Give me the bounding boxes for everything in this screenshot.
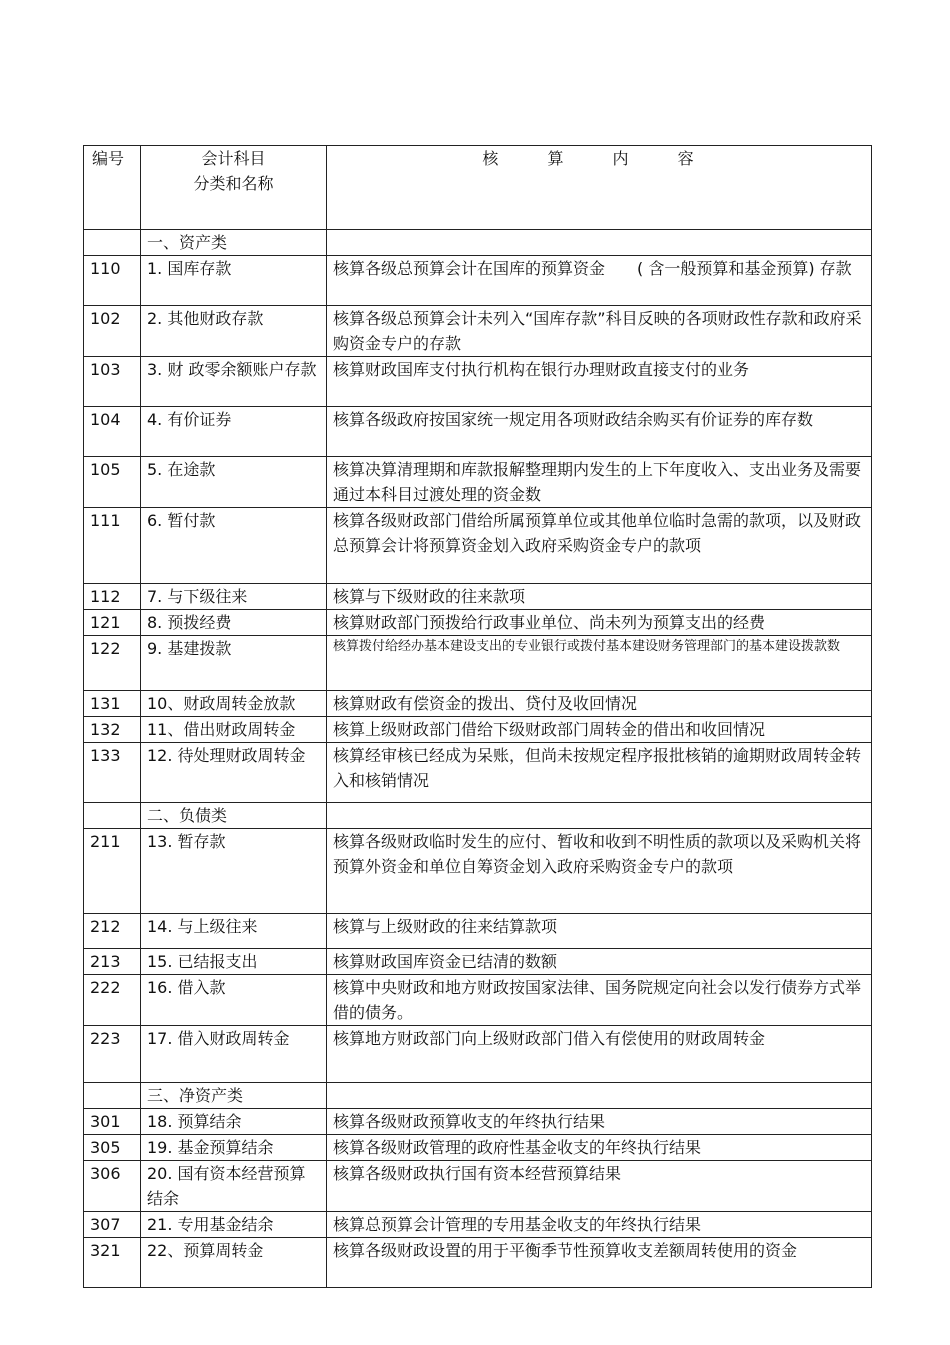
table-row (84, 508, 872, 584)
row-content: 核算决算清理期和库款报解整理期内发生的上下年度收入、支出业务及需要通过本科目过渡处理的资金数 (327, 457, 872, 508)
row-code: 110 (84, 256, 141, 306)
row-subject-name: 13. 暂存款 (141, 829, 327, 914)
table-row (84, 636, 872, 691)
row-content: 核算拨付给经办基本建设支出的专业银行或拨付基本建设财务管理部门的基本建设拨款数 (327, 636, 872, 691)
row-code (84, 1083, 141, 1109)
row-code: 222 (84, 975, 141, 1026)
row-subject-name: 18. 预算结余 (141, 1109, 327, 1135)
table-row (84, 1212, 872, 1238)
row-subject-name: 1. 国库存款 (141, 256, 327, 306)
row-code (84, 230, 141, 256)
accounting-subjects-table (83, 145, 872, 1288)
row-code: 301 (84, 1109, 141, 1135)
row-code: 111 (84, 508, 141, 584)
row-code (84, 803, 141, 829)
row-content: 核算财政国库支付执行机构在银行办理财政直接支付的业务 (327, 357, 872, 407)
row-content: 核算财政国库资金已结清的数额 (327, 949, 872, 975)
row-content: 核算各级财政管理的政府性基金收支的年终执行结果 (327, 1135, 872, 1161)
row-subject-name: 9. 基建拨款 (141, 636, 327, 691)
row-content (327, 1083, 872, 1109)
row-code: 307 (84, 1212, 141, 1238)
row-subject-name: 15. 已结报支出 (141, 949, 327, 975)
table-row (84, 914, 872, 949)
table-row (84, 691, 872, 717)
row-subject-name: 10、财政周转金放款 (141, 691, 327, 717)
row-subject-name: 2. 其他财政存款 (141, 306, 327, 357)
table-row (84, 1161, 872, 1212)
table-row (84, 743, 872, 803)
row-code: 223 (84, 1026, 141, 1083)
row-content: 核算地方财政部门向上级财政部门借入有偿使用的财政周转金 (327, 1026, 872, 1083)
row-subject-name: 16. 借入款 (141, 975, 327, 1026)
row-content: 核算财政部门预拨给行政事业单位、尚未列为预算支出的经费 (327, 610, 872, 636)
table-header-row (84, 146, 872, 230)
row-content (327, 803, 872, 829)
table-row (84, 1135, 872, 1161)
row-subject-name: 4. 有价证券 (141, 407, 327, 457)
row-code: 133 (84, 743, 141, 803)
row-subject-name: 8. 预拨经费 (141, 610, 327, 636)
table-row (84, 407, 872, 457)
row-code: 102 (84, 306, 141, 357)
table-row (84, 1026, 872, 1083)
row-subject-name: 三、净资产类 (141, 1083, 327, 1109)
category-row (84, 1083, 872, 1109)
row-code: 112 (84, 584, 141, 610)
row-content: 核算各级财政设置的用于平衡季节性预算收支差额周转使用的资金 (327, 1238, 872, 1288)
row-content: 核算经审核已经成为呆账，但尚未按规定程序报批核销的逾期财政周转金转入和核销情况 (327, 743, 872, 803)
row-subject-name: 3. 财 政零余额账户存款 (141, 357, 327, 407)
row-code: 121 (84, 610, 141, 636)
row-content: 核算各级总预算会计未列入“国库存款”科目反映的各项财政性存款和政府采购资金专户的存款 (327, 306, 872, 357)
row-subject-name: 12. 待处理财政周转金 (141, 743, 327, 803)
row-subject-name: 11、借出财政周转金 (141, 717, 327, 743)
category-row (84, 803, 872, 829)
row-code: 212 (84, 914, 141, 949)
row-content: 核算与下级财政的往来款项 (327, 584, 872, 610)
row-subject-name: 5. 在途款 (141, 457, 327, 508)
row-code: 105 (84, 457, 141, 508)
row-content: 核算各级财政部门借给所属预算单位或其他单位临时急需的款项，以及财政总预算会计将预算资金划入政府采购资金专户的款项 (327, 508, 872, 584)
row-content: 核算各级总预算会计在国库的预算资金 ( 含一般预算和基金预算) 存款 (327, 256, 872, 306)
table-row (84, 457, 872, 508)
row-subject-name: 17. 借入财政周转金 (141, 1026, 327, 1083)
row-subject-name: 一、资产类 (141, 230, 327, 256)
row-subject-name: 22、预算周转金 (141, 1238, 327, 1288)
table-row (84, 584, 872, 610)
table-row (84, 610, 872, 636)
table-row (84, 306, 872, 357)
row-subject-name: 21. 专用基金结余 (141, 1212, 327, 1238)
row-code: 132 (84, 717, 141, 743)
row-code: 211 (84, 829, 141, 914)
header-code: 编号 (84, 146, 141, 230)
row-content: 核算财政有偿资金的拨出、贷付及收回情况 (327, 691, 872, 717)
row-content: 核算各级财政临时发生的应付、暂收和收到不明性质的款项以及采购机关将预算外资金和单位自筹资金划入政府采购资金专户的款项 (327, 829, 872, 914)
row-content: 核算上级财政部门借给下级财政部门周转金的借出和收回情况 (327, 717, 872, 743)
row-content: 核算中央财政和地方财政按国家法律、国务院规定向社会以发行债券方式举借的债务。 (327, 975, 872, 1026)
row-content: 核算各级政府按国家统一规定用各项财政结余购买有价证券的库存数 (327, 407, 872, 457)
row-subject-name: 14. 与上级往来 (141, 914, 327, 949)
row-content: 核算总预算会计管理的专用基金收支的年终执行结果 (327, 1212, 872, 1238)
row-content (327, 230, 872, 256)
row-subject-name: 20. 国有资本经营预算结余 (141, 1161, 327, 1212)
category-row (84, 230, 872, 256)
table-row (84, 1238, 872, 1288)
header-content: 核 算 内 容 (327, 146, 872, 230)
row-subject-name: 19. 基金预算结余 (141, 1135, 327, 1161)
table-row (84, 975, 872, 1026)
row-code: 104 (84, 407, 141, 457)
row-code: 122 (84, 636, 141, 691)
row-code: 321 (84, 1238, 141, 1288)
table-row (84, 717, 872, 743)
row-code: 306 (84, 1161, 141, 1212)
row-subject-name: 6. 暂付款 (141, 508, 327, 584)
table-row (84, 357, 872, 407)
row-code: 213 (84, 949, 141, 975)
table-row (84, 1109, 872, 1135)
header-subject: 会计科目 分类和名称 (141, 146, 327, 230)
row-code: 131 (84, 691, 141, 717)
table-row (84, 949, 872, 975)
row-subject-name: 7. 与下级往来 (141, 584, 327, 610)
row-content: 核算与上级财政的往来结算款项 (327, 914, 872, 949)
row-content: 核算各级财政执行国有资本经营预算结果 (327, 1161, 872, 1212)
table-row (84, 256, 872, 306)
row-code: 103 (84, 357, 141, 407)
row-content: 核算各级财政预算收支的年终执行结果 (327, 1109, 872, 1135)
row-code: 305 (84, 1135, 141, 1161)
row-subject-name: 二、负债类 (141, 803, 327, 829)
table-row (84, 829, 872, 914)
